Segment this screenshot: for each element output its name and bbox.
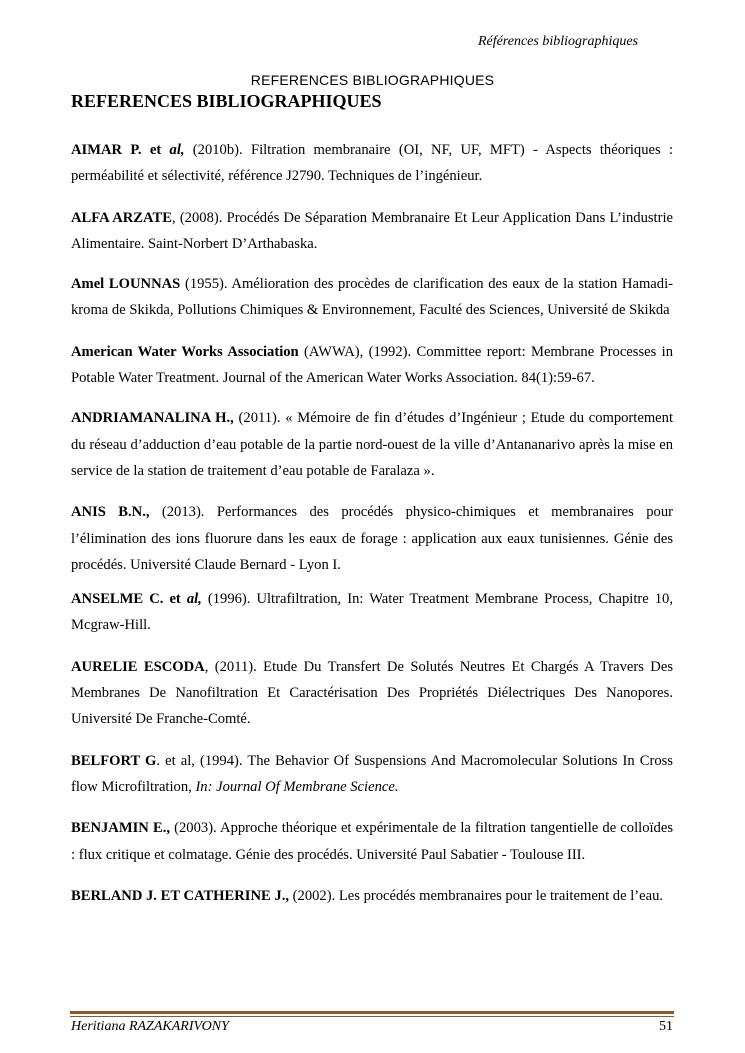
reference-author-etal: al, bbox=[186, 591, 202, 608]
reference-author: BERLAND J. ET CATHERINE J., bbox=[71, 887, 290, 904]
reference-author: AURELIE ESCODA bbox=[71, 658, 205, 675]
reference-entry bbox=[71, 339, 673, 392]
reference-text: (1996). Ultrafiltration, In: Water Treatment Membrane Process, Chapitre 10, Mcgraw-Hill. bbox=[71, 591, 673, 634]
reference-author: BENJAMIN E., bbox=[71, 820, 171, 837]
reference-text: (2002). Les procédés membranaires pour le traitement de l’eau. bbox=[289, 887, 664, 904]
reference-entry bbox=[71, 137, 673, 190]
reference-author: ANSELME C. et bbox=[71, 591, 187, 608]
reference-entry bbox=[71, 205, 673, 258]
page-title: REFERENCES BIBLIOGRAPHIQUES bbox=[71, 91, 382, 111]
reference-author: BELFORT G bbox=[71, 752, 157, 769]
reference-author: Amel LOUNNAS bbox=[71, 276, 181, 293]
reference-author-etal: al, bbox=[169, 142, 185, 158]
footer-author: Heritiana RAZAKARIVONY bbox=[71, 1019, 229, 1034]
reference-author: American Water Works Association bbox=[71, 343, 299, 360]
reference-entry bbox=[71, 815, 673, 868]
footer-rule-thick bbox=[70, 1011, 674, 1014]
reference-entry bbox=[71, 654, 673, 733]
reference-journal: , In: Journal Of Membrane Science. bbox=[188, 778, 399, 795]
page-number: 51 bbox=[659, 1019, 673, 1034]
reference-author: ANDRIAMANALINA H., bbox=[71, 410, 234, 427]
footer-rule bbox=[70, 1011, 674, 1017]
reference-text: (AWWA), (1992). Committee report: Membrane Processes in Potable Water Treatment. Journal of the American Water Works Association. 84(1):59-67. bbox=[71, 343, 673, 387]
reference-entry bbox=[71, 883, 673, 909]
reference-list bbox=[71, 137, 673, 909]
reference-author: AIMAR P. et bbox=[71, 142, 170, 158]
footer-rule-thin bbox=[70, 1016, 674, 1017]
reference-text: (1955). Amélioration des procèdes de clarification des eaux de la station Hamadi-kroma de Skikda, Pollutions Chimiques & Environnement, Faculté des Sciences, Université de Skikda bbox=[71, 276, 673, 319]
reference-entry bbox=[71, 271, 673, 324]
reference-text: (2003). Approche théorique et expérimentale de la filtration tangentielle de colloïdes : flux critique et colmatage. Génie des procédés. Université Paul Sabatier - Toulouse III. bbox=[71, 820, 673, 863]
reference-text: (2011). « Mémoire de fin d’études d’Ingénieur ; Etude du comportement du réseau d’adduction d’eau potable de la partie nord-ouest de la ville d’Antananarivo après la mise en service de la station de traitement d’eau potable de Faralaza ». bbox=[71, 410, 674, 479]
running-header: Références bibliographiques bbox=[477, 34, 638, 49]
reference-author: ALFA ARZATE bbox=[71, 209, 172, 226]
section-label: REFERENCES BIBLIOGRAPHIQUES bbox=[250, 72, 495, 88]
reference-author: ANIS B.N., bbox=[71, 504, 150, 521]
reference-text: (2013). Performances des procédés physico-chimiques et membranaires pour l’élimination des ions fluorure dans les eaux de forage : application aux eaux tunisiennes. Génie des procédés. Université Claude Bernard - Lyon I. bbox=[71, 504, 673, 573]
reference-entry bbox=[71, 586, 673, 639]
reference-text: , (2011). Etude Du Transfert De Solutés Neutres Et Chargés A Travers Des Membranes De Nanofiltration Et Caractérisation Des Propriétés Diélectriques Des Nanopores. Université De Franche-Comté. bbox=[71, 658, 673, 728]
reference-entry bbox=[71, 499, 673, 578]
reference-text: , (2008). Procédés De Séparation Membranaire Et Leur Application Dans L’industrie Alimentaire. Saint-Norbert D’Arthabaska. bbox=[71, 209, 673, 252]
reference-entry bbox=[71, 405, 673, 484]
reference-text: (2010b). Filtration membranaire (OI, NF, UF, MFT) - Aspects théoriques : perméabilité et sélectivité, référence J2790. Techniques de l’ingénieur. bbox=[71, 142, 674, 185]
reference-entry bbox=[71, 748, 673, 801]
reference-text: . et al, (1994). The Behavior Of Suspensions And Macromolecular Solutions In Cross flow Microfiltration bbox=[71, 752, 673, 795]
